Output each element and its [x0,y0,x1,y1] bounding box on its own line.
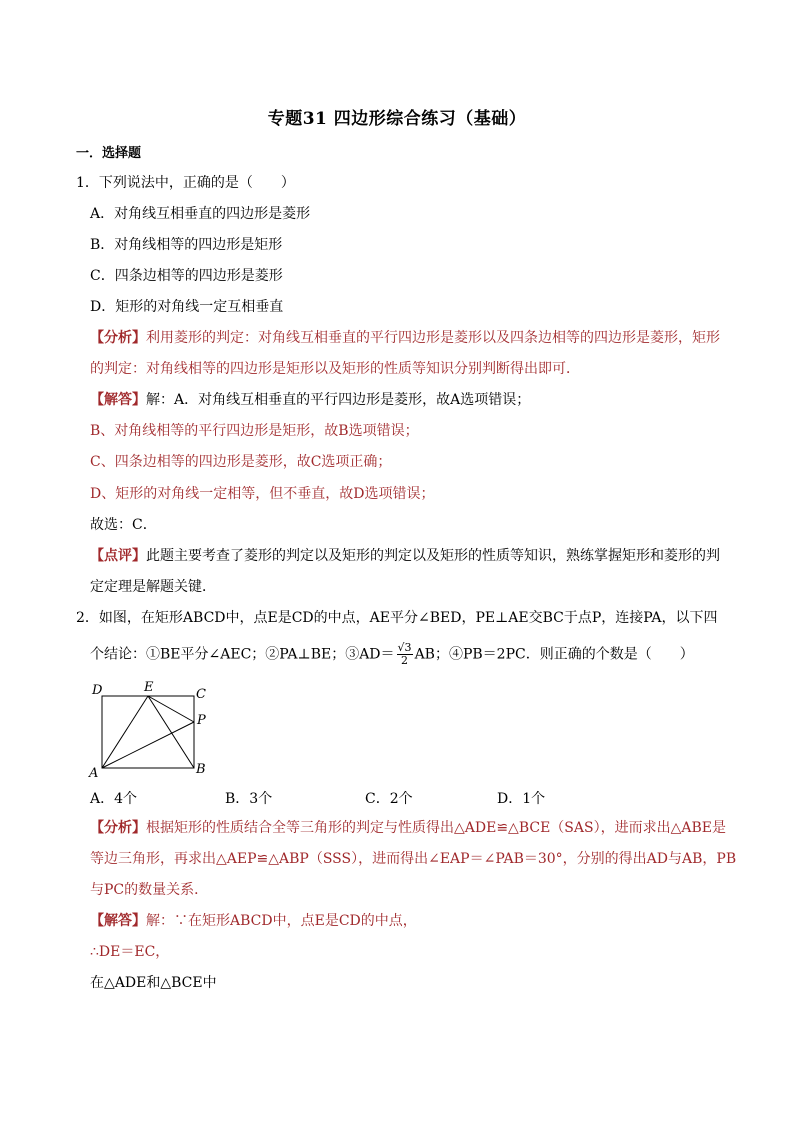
fraction-denominator: 2 [401,654,409,667]
question-2-option-d: D．1个 [497,791,546,807]
question-1-analysis-line-2: 的判定：对角线相等的四边形是矩形以及矩形的性质等知识分别判断得出即可． [90,361,580,377]
answer-tag: 【解答】 [90,913,146,929]
question-2-answer-line-3: 在△ADE和△BCE中 [90,975,217,991]
label-b: B [196,762,206,777]
answer-tag: 【解答】 [90,392,146,408]
question-1-comment-line-1 [90,546,720,566]
question-2-analysis-line-1 [90,818,726,838]
question-1-answer-line-4: D、矩形的对角线一定相等，但不垂直，故D选项错误； [90,486,435,502]
section-heading: 一．选择题 [76,146,142,161]
stem-part-b: AB；④PB＝2PC．则正确的个数是（ ） [414,646,694,663]
analysis-text: 根据矩形的性质结合全等三角形的判定与性质得出△ADE≌△BCE（SAS），进而求出△ABE是 [146,820,726,836]
analysis-tag: 【分析】 [90,330,146,346]
question-1-answer-line-1 [90,390,530,410]
question-1-answer-line-2: B、对角线相等的平行四边形是矩形，故B选项错误； [90,423,419,439]
comment-tag: 【点评】 [90,548,146,564]
question-1-option-b: B．对角线相等的四边形是矩形 [90,237,283,253]
rectangle-abcd [102,696,194,768]
question-2-option-c: C．2个 [365,791,413,807]
rectangle-figure [86,676,216,780]
question-2-analysis-line-2: 等边三角形，再求出△AEP≌△ABP（SSS），进而得出∠EAP＝∠PAB＝30°，分别的得出AD与AB，PB [90,851,737,867]
analysis-text: 利用菱形的判定：对角线互相垂直的平行四边形是菱形以及四条边相等的四边形是菱形，矩形 [146,330,720,346]
label-d: D [92,683,103,698]
question-1-analysis-line-1 [90,328,720,348]
label-a: A [89,766,99,780]
comment-text: 此题主要考查了菱形的判定以及矩形的判定以及矩形的性质等知识，熟练掌握矩形和菱形的判 [146,548,720,564]
question-1-option-a: A．对角线互相垂直的四边形是菱形 [90,206,311,222]
question-1-option-d: D．矩形的对角线一定互相垂直 [90,299,284,315]
question-1-answer-line-5: 故选：C． [90,517,157,533]
label-e: E [144,680,154,695]
question-2-stem-line-1: 2．如图，在矩形ABCD中，点E是CD的中点，AE平分∠BED，PE⊥AE交BC于点P，连接PA，以下四 [76,610,718,626]
stem-part-a: 个结论：①BE平分∠AEC；②PA⊥BE；③AD＝ [90,646,395,663]
analysis-tag: 【分析】 [90,820,146,836]
segment-pe [148,696,194,722]
question-1-answer-line-3: C、四条边相等的四边形是菱形，故C选项正确； [90,454,392,470]
fraction [397,642,413,667]
question-1-option-c: C．四条边相等的四边形是菱形 [90,268,283,284]
question-2-answer-line-2: ∴DE＝EC， [90,944,170,960]
question-2-answer-line-1 [90,911,417,931]
fraction-numerator: √3 [397,641,412,654]
question-2-analysis-line-3: 与PC的数量关系． [90,882,209,898]
question-2-option-b: B．3个 [225,791,273,807]
question-1-stem: 1．下列说法中，正确的是（ ） [76,175,295,191]
question-2-stem-line-2 [90,642,694,667]
question-2-option-a: A．4个 [90,791,138,807]
question-1-comment-line-2: 定定理是解题关键． [90,579,216,595]
segment-be [148,696,194,768]
label-p: P [197,713,206,728]
label-c: C [196,687,206,702]
answer-text: 解：∵在矩形ABCD中，点E是CD的中点， [146,913,417,929]
segment-ae [102,696,148,768]
answer-text: 解：A．对角线互相垂直的平行四边形是菱形，故A选项错误； [146,392,531,408]
document-title: 专题31 四边形综合练习（基础） [267,109,527,129]
segment-pa [102,722,194,768]
